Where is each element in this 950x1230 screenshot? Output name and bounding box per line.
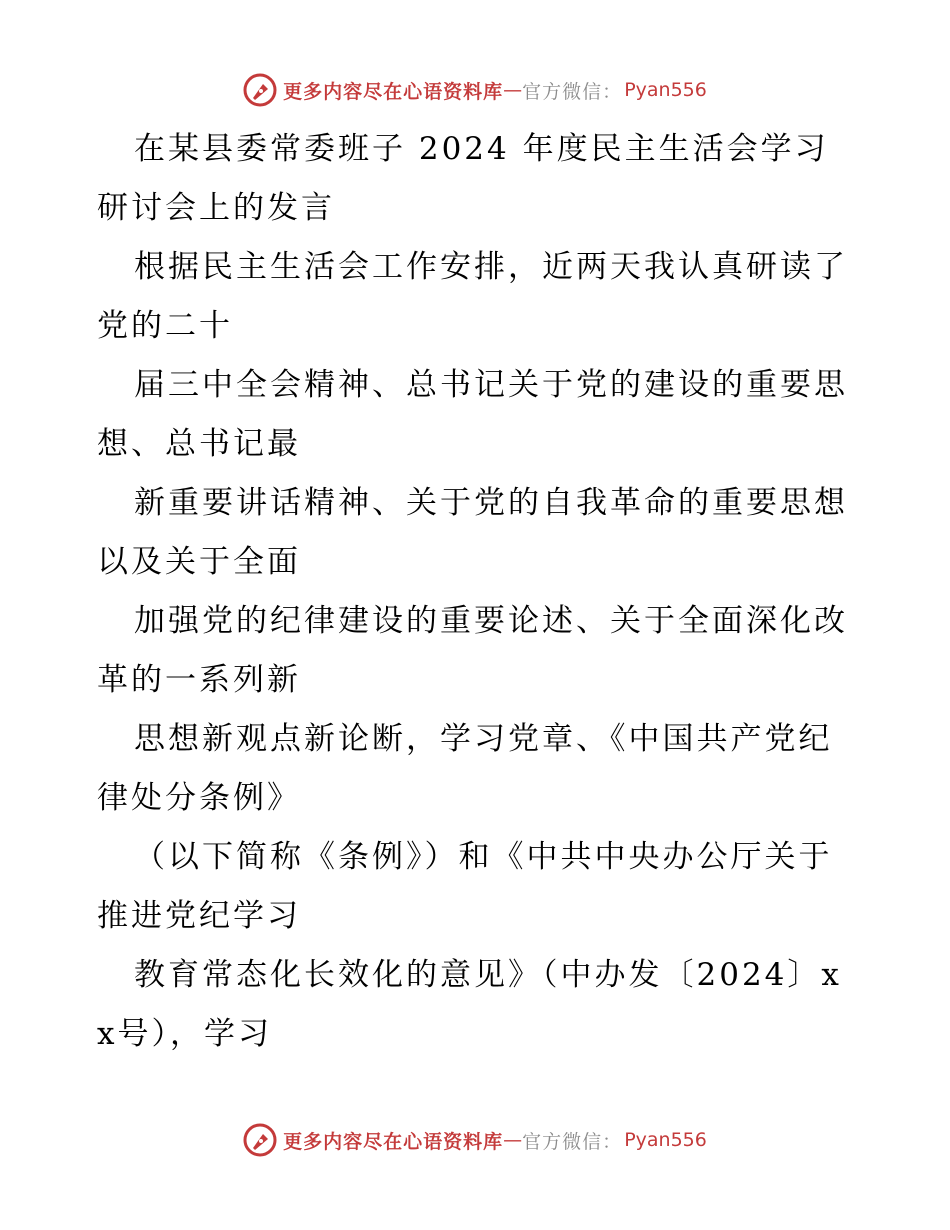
watermark-separator: —	[503, 1129, 523, 1151]
paragraph-line: 新重要讲话精神、关于党的自我革命的重要思想以及关于全面	[97, 485, 848, 580]
watermark-separator: —	[503, 79, 523, 101]
document-title: 在某县委常委班子 2024 年度民主生活会学习研讨会上的发言	[97, 131, 829, 226]
header-watermark	[0, 68, 950, 112]
paragraph-line: 届三中全会精神、总书记关于党的建设的重要思想、总书记最	[97, 367, 848, 462]
watermark-wechat-id: Pyan556	[624, 79, 707, 101]
watermark-official-text: 官方微信：	[522, 80, 623, 103]
paragraph-line: 教育常态化长效化的意见》（中办发〔2024〕xx号），学习	[97, 957, 842, 1052]
paragraph-line: 思想新观点新论断，学习党章、《中国共产党纪律处分条例》	[97, 721, 833, 816]
footer-watermark	[0, 1118, 950, 1162]
paragraph-line: 根据民主生活会工作安排，近两天我认真研读了党的二十	[97, 249, 848, 344]
watermark-wechat-id: Pyan556	[624, 1129, 707, 1151]
watermark-site-text: 更多内容尽在心语资料库	[283, 80, 504, 103]
document-body	[97, 120, 857, 1064]
watermark-official-text: 官方微信：	[522, 1130, 623, 1153]
pen-nib-circle-icon	[243, 1123, 277, 1157]
paragraph-line: （以下简称《条例》）和《中共中央办公厅关于推进党纪学习	[97, 839, 833, 934]
watermark-site-text: 更多内容尽在心语资料库	[283, 1130, 504, 1153]
pen-nib-circle-icon	[243, 73, 277, 107]
paragraph-line: 加强党的纪律建设的重要论述、关于全面深化改革的一系列新	[97, 603, 848, 698]
